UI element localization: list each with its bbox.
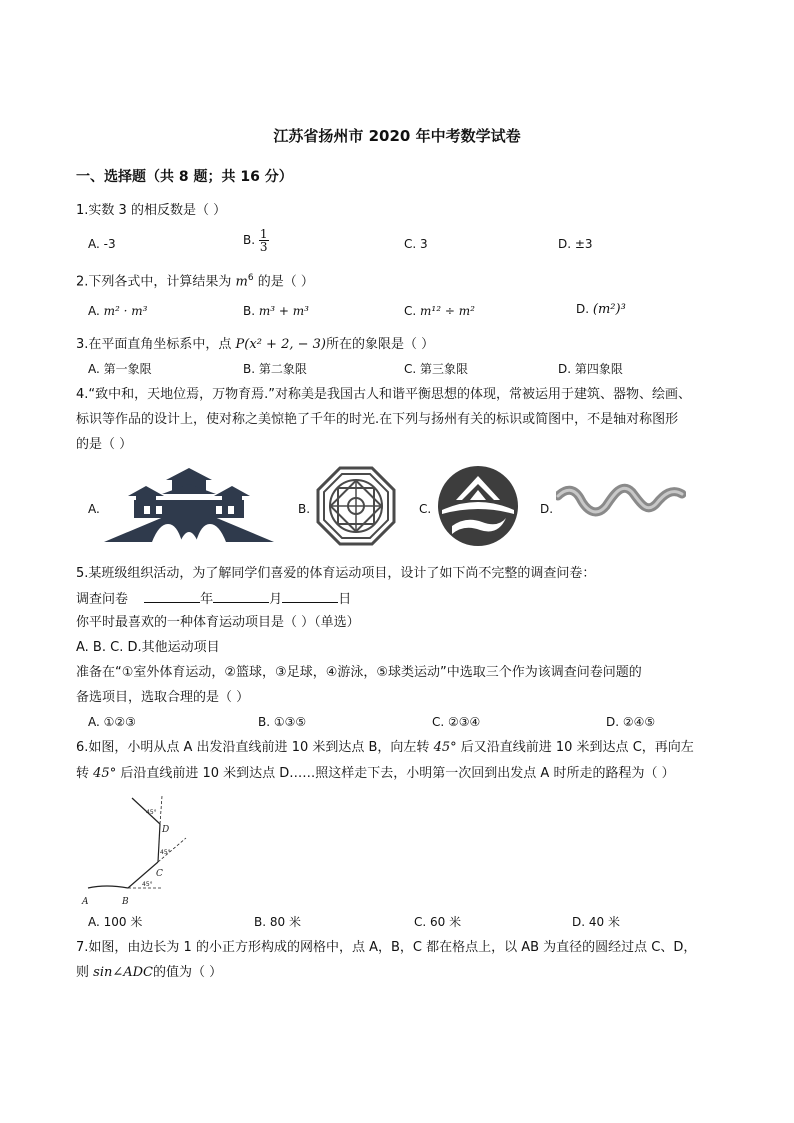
round-emblem-icon [436,464,520,548]
page-title: 江苏省扬州市 2020 年中考数学试卷 [273,127,521,145]
q6-option-a[interactable]: A. 100 米 [88,915,143,929]
q6-option-b[interactable]: B. 80 米 [254,915,301,929]
q2-option-d[interactable] [576,301,626,318]
label-d: D [162,825,170,835]
question-6-line2 [76,765,675,782]
q3-option-c[interactable]: C. 第三象限 [404,362,469,376]
question-5-survey-line [76,590,351,608]
q2-b-expr: m³ + m³ [258,304,309,318]
section-heading: 一、选择题（共 8 题；共 16 分） [76,169,293,185]
q6-option-c[interactable]: C. 60 米 [414,915,462,929]
q3-stem-part1: 3.在平面直角坐标系中，点 [76,337,232,352]
q3-option-a[interactable]: A. 第一象限 [88,362,152,376]
question-4-line1: 4.“致中和，天地位焉，万物育焉.”对称美是我国古人和谐平衡思想的体现，常被运用于建筑、器物、绘画、 [76,387,692,402]
q1-option-d[interactable]: D. ±3 [558,237,593,251]
q2-stem-variable: m [235,274,248,290]
q6-angle-1: 45° [433,740,457,755]
q1-option-b[interactable] [243,228,269,253]
q5-option-b[interactable]: B. ①③⑤ [258,715,307,729]
q2-stem-part1: 2.下列各式中，计算结果为 [76,274,232,290]
q1-option-c[interactable]: C. 3 [404,237,428,251]
q6-angle-2: 45° [93,766,117,781]
q3-option-b[interactable]: B. 第二象限 [243,362,307,376]
question-7-line2 [76,964,222,981]
q5-option-d[interactable]: D. ②④⑤ [606,715,656,729]
q3-point-expr: P(x² + 2, − 3) [235,337,326,352]
q1-option-b-label: B. [243,233,256,247]
q2-b-label: B. [243,304,256,318]
q5-option-c[interactable]: C. ②③④ [432,715,481,729]
q2-a-label: A. [88,304,100,318]
angle-label-b: 45° [142,881,153,888]
question-5-survey-options: A. B. C. D.其他运动项目 [76,640,220,655]
q4-option-a[interactable]: A. [88,502,100,516]
question-5-line6: 备选项目，选取合理的是（ ） [76,690,250,705]
q2-stem-part2: 的是（ ） [257,274,314,290]
bridge-pavilion-icon [104,466,274,544]
label-b: B [122,897,129,907]
q3-stem-part2: 所在的象限是（ ） [325,337,435,352]
month-label: 月 [269,592,283,607]
q6-line1-part2: 后又沿直线前进 10 米到达点 C，再向左 [460,740,694,755]
question-5-line1: 5.某班级组织活动，为了解同学们喜爱的体育运动项目，设计了如下尚不完整的调查问卷： [76,566,596,581]
day-label: 日 [338,592,352,607]
q4-option-b[interactable]: B. [298,502,311,516]
fraction-numerator: 1 [259,227,268,241]
q4-option-d[interactable]: D. [540,502,554,516]
q6-option-d[interactable]: D. 40 米 [572,915,620,929]
question-1-stem: 1.实数 3 的相反数是（ ） [76,203,227,218]
label-c: C [156,869,163,879]
question-4-line3: 的是（ ） [76,437,133,452]
question-5-line5: 准备在“①室外体育运动，②篮球，③足球，④游泳，⑤球类运动”中选取三个作为该调查问卷问题的 [76,665,642,680]
q2-option-c[interactable] [404,303,475,319]
walking-path-figure [76,790,206,910]
question-5-line3: 你平时最喜欢的一种体育运动项目是（ ）（单选） [76,615,360,630]
year-blank[interactable] [144,590,200,603]
q2-option-a[interactable] [88,303,147,319]
question-4-line2: 标识等作品的设计上，使对称之美惊艳了千年的时光.在下列与扬州有关的标识或简图中，不是轴对称图形 [76,412,679,427]
q2-d-expr: (m²)³ [592,302,626,317]
q3-option-d[interactable]: D. 第四象限 [558,362,623,376]
q2-a-expr: m² · m³ [103,304,148,318]
month-blank[interactable] [213,590,269,603]
question-7-line1: 7.如图，由边长为 1 的小正方形构成的网格中，点 A，B，C 都在格点上，以 AB 为直径的圆经过点 C、D， [76,940,697,955]
question-6-line1 [76,739,694,756]
q1-option-a[interactable]: A. -3 [88,237,116,251]
lattice-window-icon [316,466,396,546]
survey-label: 调查问卷 [76,592,129,607]
q2-stem-exponent: 6 [247,273,254,283]
wavy-river-icon [556,478,686,522]
q6-line1-part1: 6.如图，小明从点 A 出发沿直线前进 10 米到达点 B，向左转 [76,740,430,755]
question-3-stem [76,336,434,353]
angle-label-c: 45° [160,849,171,856]
q2-d-label: D. [576,302,590,316]
angle-label-d: 45° [146,809,157,816]
q2-c-label: C. [404,304,417,318]
q6-line2-part2: 后沿直线前进 10 米到达点 D……照这样走下去，小明第一次回到出发点 A 时所走的路程为（ ） [120,766,675,781]
q4-option-c[interactable]: C. [419,502,432,516]
fraction-denominator: 3 [259,240,268,254]
year-label: 年 [200,592,214,607]
q5-option-a[interactable]: A. ①②③ [88,715,136,729]
q7-line2-part1: 则 [76,965,90,980]
q7-sin-expr: sin∠ADC [93,965,154,980]
label-a: A [82,897,89,907]
q2-c-expr: m¹² ÷ m² [420,304,475,318]
q1-fraction [259,228,269,253]
question-2-stem [76,270,314,290]
day-blank[interactable] [282,590,338,603]
q7-line2-part2: 的值为（ ） [153,965,223,980]
q6-line2-part1: 转 [76,766,90,781]
q2-option-b[interactable] [243,303,309,319]
